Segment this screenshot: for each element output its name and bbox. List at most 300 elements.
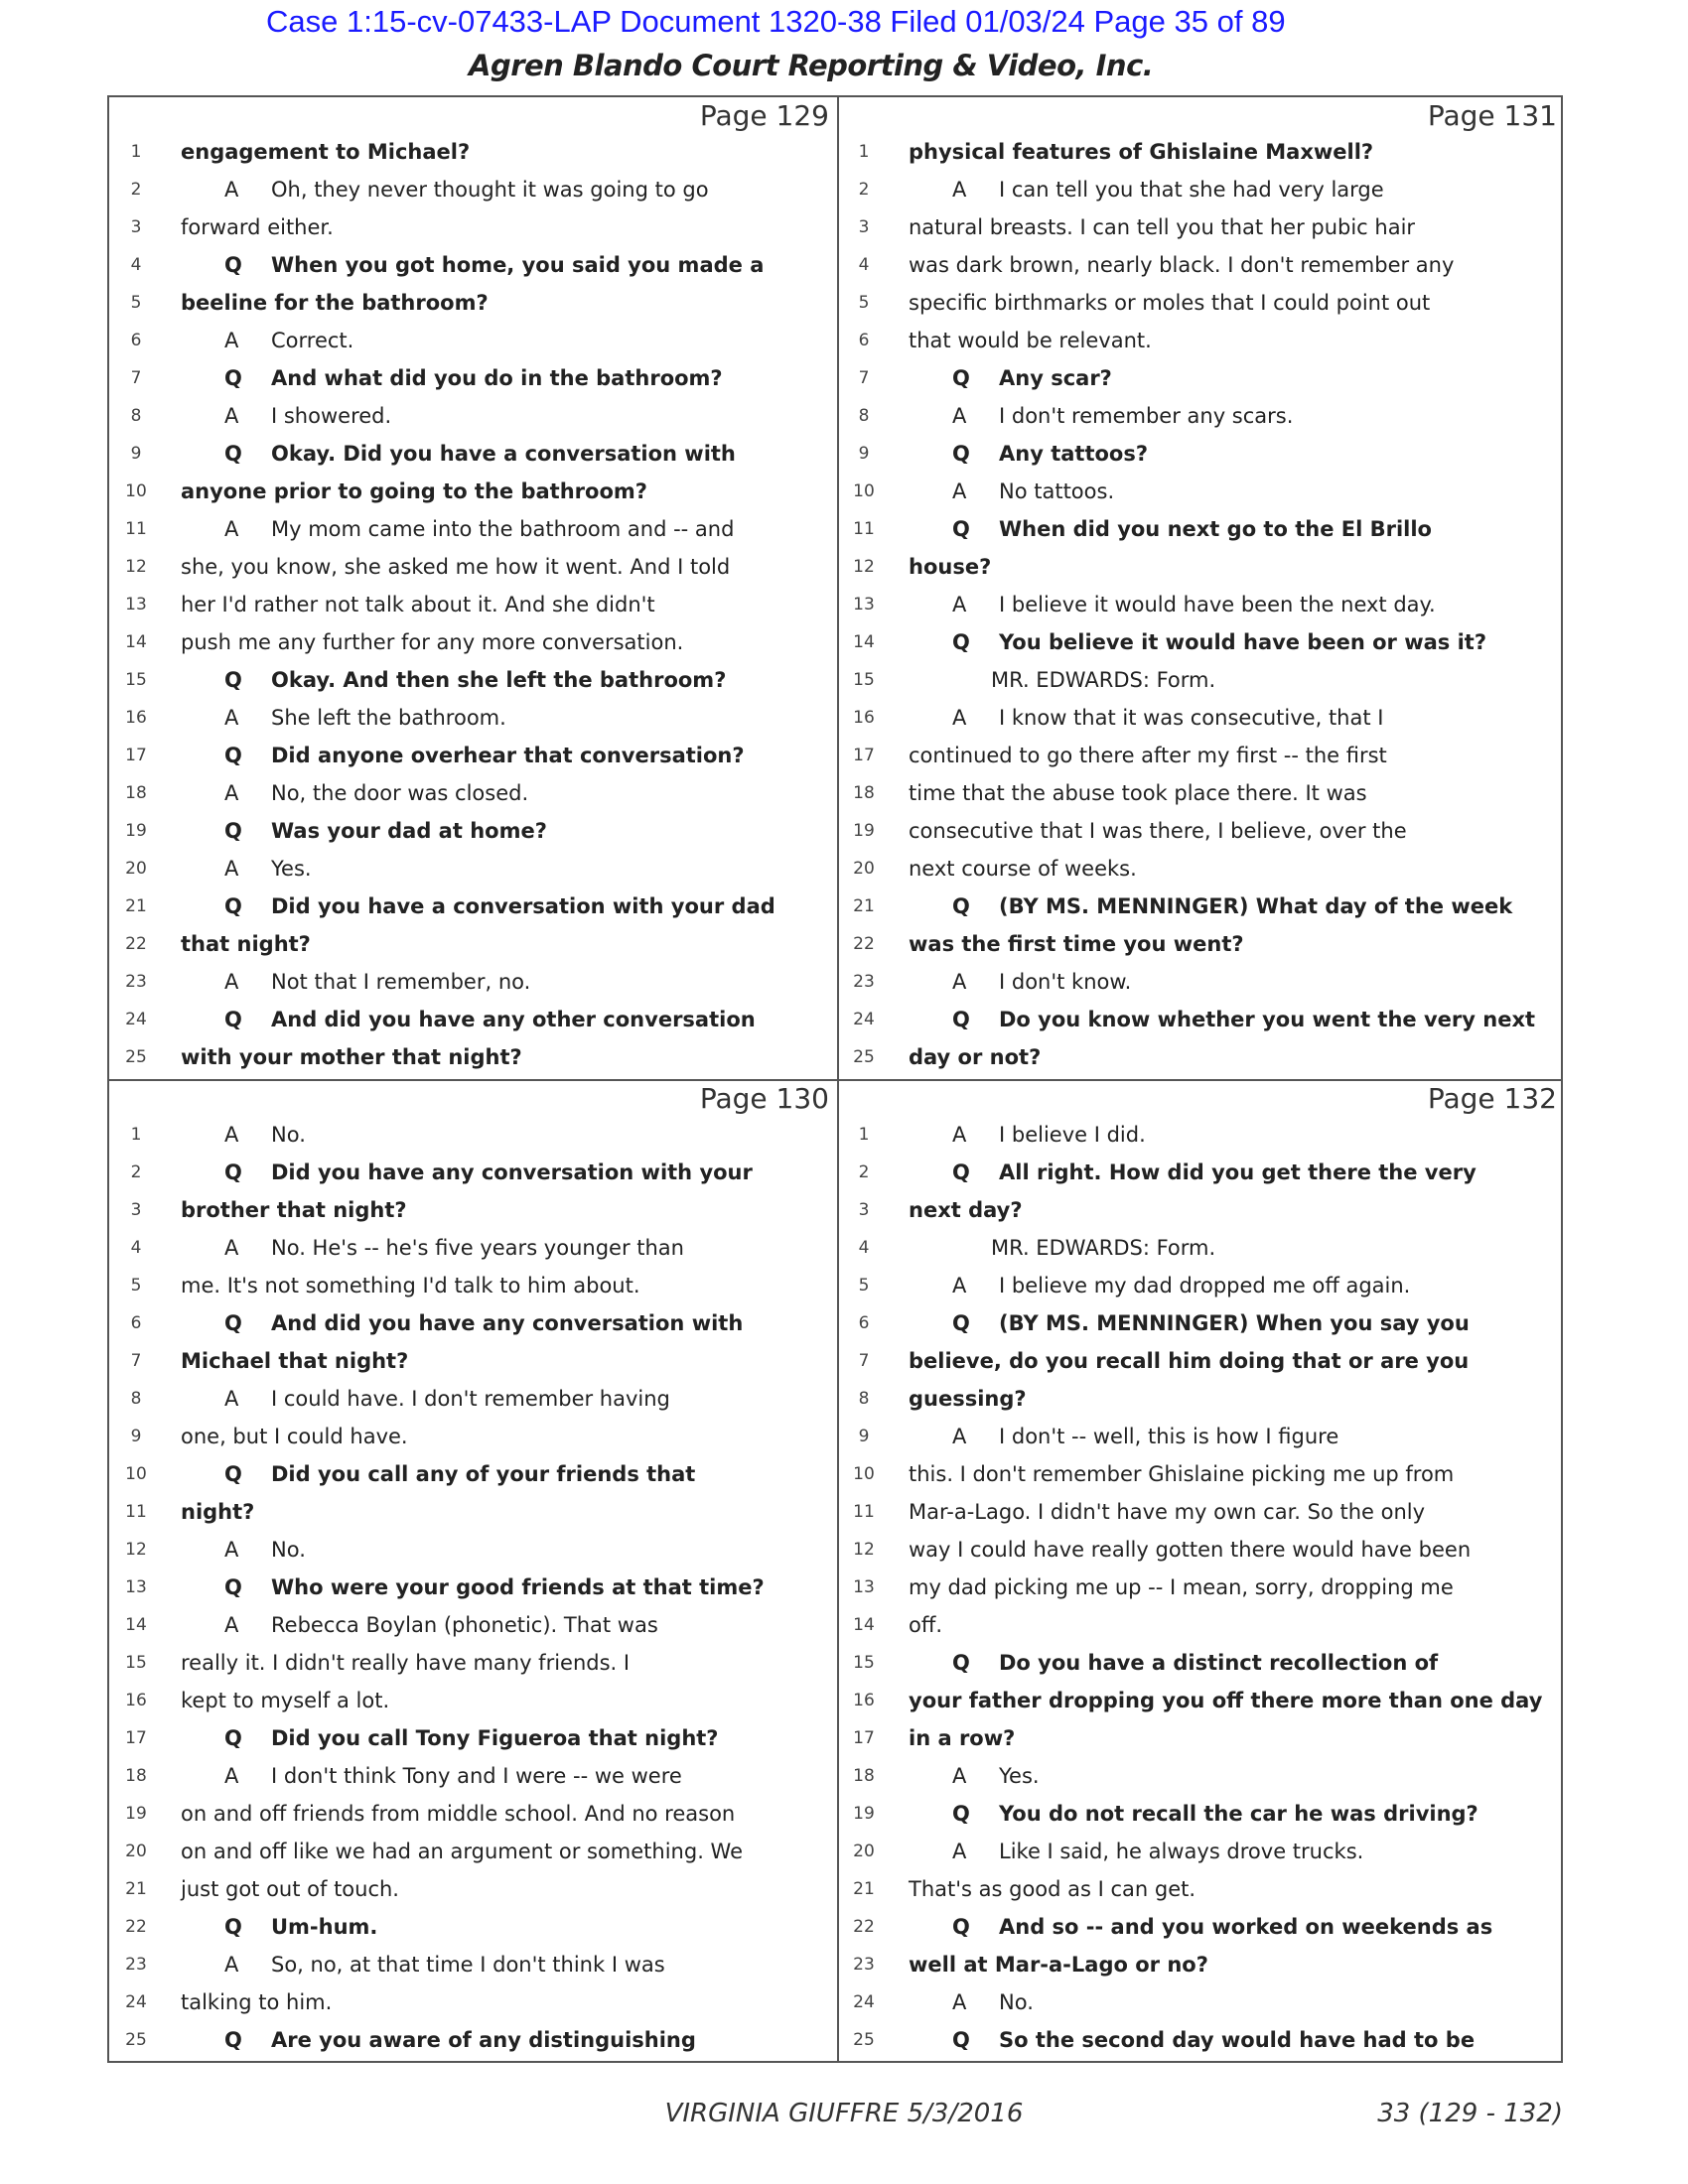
line-number: 23 bbox=[125, 972, 147, 992]
transcript-line bbox=[109, 1342, 837, 1380]
line-number: 5 bbox=[130, 293, 142, 313]
line-text: house? bbox=[909, 555, 992, 579]
transcript-line bbox=[837, 133, 1565, 171]
transcript-line bbox=[837, 1569, 1565, 1606]
transcript-line bbox=[109, 1531, 837, 1569]
line-text: just got out of touch. bbox=[181, 1877, 399, 1901]
transcript-line bbox=[837, 359, 1565, 397]
line-text: next day? bbox=[909, 1198, 1023, 1222]
case-stamp: Case 1:15-cv-07433-LAP Document 1320-38 Filed 01/03/24 Page 35 of 89 bbox=[266, 4, 1286, 39]
transcript-line bbox=[837, 1342, 1565, 1380]
transcript-line bbox=[109, 812, 837, 850]
transcript-line bbox=[109, 1418, 837, 1455]
line-number: 22 bbox=[853, 934, 875, 954]
line-text: consecutive that I was there, I believe, over the bbox=[909, 819, 1407, 843]
line-number: 4 bbox=[130, 255, 142, 275]
line-number: 23 bbox=[853, 1955, 875, 1975]
line-number: 5 bbox=[858, 293, 870, 313]
question-marker: Q bbox=[224, 744, 242, 767]
line-text: (BY MS. MENNINGER) When you say you bbox=[999, 1311, 1470, 1335]
line-number: 25 bbox=[125, 2030, 147, 2050]
transcript-page-132 bbox=[837, 1080, 1565, 2063]
line-text: Do you have a distinct recollection of bbox=[999, 1651, 1439, 1675]
transcript-lines bbox=[837, 133, 1565, 1076]
line-number: 7 bbox=[858, 368, 870, 388]
answer-marker: A bbox=[224, 1953, 239, 1977]
line-text: MR. EDWARDS: Form. bbox=[991, 1236, 1216, 1260]
line-number: 6 bbox=[130, 331, 142, 350]
transcript-line bbox=[109, 322, 837, 359]
question-marker: Q bbox=[952, 1802, 970, 1826]
line-number: 22 bbox=[125, 934, 147, 954]
line-text: And did you have any other conversation bbox=[271, 1008, 756, 1031]
line-number: 17 bbox=[125, 1728, 147, 1748]
transcript-line bbox=[837, 1267, 1565, 1304]
line-text: No. bbox=[999, 1990, 1034, 2014]
row-divider bbox=[109, 1079, 1561, 1081]
line-number: 12 bbox=[125, 557, 147, 577]
line-number: 16 bbox=[853, 708, 875, 728]
transcript-line bbox=[109, 510, 837, 548]
line-number: 1 bbox=[130, 1125, 142, 1145]
line-text: No tattoos. bbox=[999, 479, 1115, 503]
line-number: 7 bbox=[130, 1351, 142, 1371]
question-marker: Q bbox=[224, 1462, 242, 1486]
line-number: 19 bbox=[125, 1804, 147, 1824]
line-text: Who were your good friends at that time? bbox=[271, 1575, 765, 1599]
line-text: I showered. bbox=[271, 404, 392, 428]
line-text: (BY MS. MENNINGER) What day of the week bbox=[999, 894, 1513, 918]
line-number: 13 bbox=[125, 1577, 147, 1597]
line-number: 8 bbox=[858, 406, 870, 426]
line-text: So, no, at that time I don't think I was bbox=[271, 1953, 665, 1977]
line-text: natural breasts. I can tell you that her pubic hair bbox=[909, 215, 1416, 239]
answer-marker: A bbox=[224, 1387, 239, 1411]
line-text: on and off like we had an argument or something. We bbox=[181, 1840, 744, 1863]
line-text: on and off friends from middle school. And no reason bbox=[181, 1802, 736, 1826]
line-text: I don't think Tony and I were -- we were bbox=[271, 1764, 682, 1788]
transcript-line bbox=[109, 1719, 837, 1757]
transcript-lines bbox=[109, 133, 837, 1076]
answer-marker: A bbox=[224, 329, 239, 352]
line-number: 18 bbox=[125, 783, 147, 803]
transcript-line bbox=[837, 322, 1565, 359]
answer-marker: A bbox=[224, 1764, 239, 1788]
question-marker: Q bbox=[224, 1726, 242, 1750]
line-number: 6 bbox=[130, 1313, 142, 1333]
transcript-line bbox=[109, 284, 837, 322]
line-text: my dad picking me up -- I mean, sorry, dropping me bbox=[909, 1575, 1454, 1599]
question-marker: Q bbox=[224, 253, 242, 277]
transcript-line bbox=[109, 1870, 837, 1908]
line-text: Not that I remember, no. bbox=[271, 970, 531, 994]
answer-marker: A bbox=[224, 1538, 239, 1562]
answer-marker: A bbox=[952, 178, 967, 202]
line-number: 12 bbox=[853, 557, 875, 577]
transcript-line bbox=[109, 1795, 837, 1833]
transcript-line bbox=[109, 435, 837, 473]
question-marker: Q bbox=[952, 2028, 970, 2052]
line-number: 3 bbox=[130, 1200, 142, 1220]
transcript-line bbox=[837, 246, 1565, 284]
transcript-line bbox=[109, 1757, 837, 1795]
answer-marker: A bbox=[952, 1764, 967, 1788]
line-number: 17 bbox=[853, 1728, 875, 1748]
line-text: Was your dad at home? bbox=[271, 819, 547, 843]
transcript-line bbox=[837, 586, 1565, 623]
line-number: 4 bbox=[130, 1238, 142, 1258]
line-text: No. bbox=[271, 1123, 306, 1147]
transcript-line bbox=[109, 1644, 837, 1682]
line-text: time that the abuse took place there. It was bbox=[909, 781, 1367, 805]
line-number: 24 bbox=[853, 1010, 875, 1029]
line-text: Correct. bbox=[271, 329, 354, 352]
line-text: When you got home, you said you made a bbox=[271, 253, 765, 277]
transcript-line bbox=[837, 623, 1565, 661]
line-number: 22 bbox=[853, 1917, 875, 1937]
transcript-line bbox=[837, 1870, 1565, 1908]
answer-marker: A bbox=[224, 404, 239, 428]
transcript-line bbox=[109, 473, 837, 510]
line-number: 13 bbox=[853, 595, 875, 614]
line-number: 3 bbox=[858, 217, 870, 237]
transcript-line bbox=[837, 1001, 1565, 1038]
transcript-line bbox=[109, 623, 837, 661]
line-text: this. I don't remember Ghislaine picking me up from bbox=[909, 1462, 1455, 1486]
transcript-line bbox=[109, 963, 837, 1001]
line-text: That's as good as I can get. bbox=[909, 1877, 1196, 1901]
line-text: continued to go there after my first -- the first bbox=[909, 744, 1387, 767]
transcript-line bbox=[837, 1418, 1565, 1455]
line-number: 25 bbox=[125, 1047, 147, 1067]
line-number: 14 bbox=[853, 632, 875, 652]
line-number: 16 bbox=[125, 708, 147, 728]
transcript-page-129 bbox=[109, 97, 837, 1080]
line-text: So the second day would have had to be bbox=[999, 2028, 1476, 2052]
transcript-line bbox=[837, 1304, 1565, 1342]
page-number-label: Page 129 bbox=[699, 99, 829, 132]
line-text: brother that night? bbox=[181, 1198, 407, 1222]
line-number: 6 bbox=[858, 331, 870, 350]
line-number: 3 bbox=[858, 1200, 870, 1220]
transcript-line bbox=[837, 1380, 1565, 1418]
line-number: 6 bbox=[858, 1313, 870, 1333]
answer-marker: A bbox=[952, 1425, 967, 1448]
line-number: 2 bbox=[130, 180, 142, 200]
question-marker: Q bbox=[952, 366, 970, 390]
line-number: 2 bbox=[858, 1162, 870, 1182]
line-number: 8 bbox=[130, 406, 142, 426]
line-text: night? bbox=[181, 1500, 255, 1524]
line-text: Did you call Tony Figueroa that night? bbox=[271, 1726, 719, 1750]
question-marker: Q bbox=[224, 2028, 242, 2052]
line-number: 20 bbox=[125, 859, 147, 879]
line-number: 17 bbox=[125, 746, 147, 765]
line-number: 4 bbox=[858, 255, 870, 275]
transcript-line bbox=[109, 1833, 837, 1870]
line-number: 14 bbox=[853, 1615, 875, 1635]
line-text: MR. EDWARDS: Form. bbox=[991, 668, 1216, 692]
question-marker: Q bbox=[224, 819, 242, 843]
answer-marker: A bbox=[952, 1990, 967, 2014]
transcript-line bbox=[109, 359, 837, 397]
line-number: 20 bbox=[853, 1842, 875, 1861]
transcript-line bbox=[837, 1493, 1565, 1531]
transcript-line bbox=[109, 1116, 837, 1154]
transcript-line bbox=[109, 246, 837, 284]
line-text: I believe I did. bbox=[999, 1123, 1146, 1147]
transcript-frame bbox=[107, 95, 1563, 2063]
transcript-line bbox=[837, 925, 1565, 963]
line-text: was the first time you went? bbox=[909, 932, 1244, 956]
line-text: believe, do you recall him doing that or are you bbox=[909, 1349, 1470, 1373]
question-marker: Q bbox=[224, 894, 242, 918]
transcript-line bbox=[109, 1946, 837, 1983]
answer-marker: A bbox=[952, 479, 967, 503]
line-text: Like I said, he always drove trucks. bbox=[999, 1840, 1364, 1863]
line-text: I know that it was consecutive, that I bbox=[999, 706, 1384, 730]
line-text: your father dropping you off there more than one day bbox=[909, 1689, 1543, 1712]
line-text: I believe my dad dropped me off again. bbox=[999, 1274, 1411, 1297]
line-text: Any tattoos? bbox=[999, 442, 1149, 466]
line-number: 23 bbox=[853, 972, 875, 992]
question-marker: Q bbox=[224, 442, 242, 466]
line-number: 21 bbox=[853, 896, 875, 916]
transcript-line bbox=[109, 1606, 837, 1644]
answer-marker: A bbox=[224, 517, 239, 541]
line-text: Did you call any of your friends that bbox=[271, 1462, 696, 1486]
transcript-line bbox=[109, 1154, 837, 1191]
transcript-line bbox=[109, 1983, 837, 2021]
line-number: 11 bbox=[125, 519, 147, 539]
line-number: 4 bbox=[858, 1238, 870, 1258]
transcript-line bbox=[837, 1682, 1565, 1719]
transcript-line bbox=[109, 208, 837, 246]
line-text: No. He's -- he's five years younger than bbox=[271, 1236, 684, 1260]
transcript-line bbox=[109, 548, 837, 586]
transcript-line bbox=[109, 171, 837, 208]
answer-marker: A bbox=[224, 1236, 239, 1260]
line-text: Yes. bbox=[999, 1764, 1040, 1788]
question-marker: Q bbox=[952, 1008, 970, 1031]
transcript-line bbox=[837, 1606, 1565, 1644]
line-number: 25 bbox=[853, 2030, 875, 2050]
line-number: 13 bbox=[125, 595, 147, 614]
answer-marker: A bbox=[952, 706, 967, 730]
line-text: specific birthmarks or moles that I could point out bbox=[909, 291, 1431, 315]
line-text: I can tell you that she had very large bbox=[999, 178, 1384, 202]
answer-marker: A bbox=[952, 404, 967, 428]
question-marker: Q bbox=[952, 630, 970, 654]
transcript-line bbox=[109, 1001, 837, 1038]
transcript-lines bbox=[109, 1116, 837, 2059]
line-number: 23 bbox=[125, 1955, 147, 1975]
line-number: 24 bbox=[125, 1992, 147, 2012]
line-number: 10 bbox=[853, 481, 875, 501]
line-text: she, you know, she asked me how it went. And I told bbox=[181, 555, 731, 579]
question-marker: Q bbox=[224, 1008, 242, 1031]
answer-marker: A bbox=[952, 970, 967, 994]
answer-marker: A bbox=[224, 857, 239, 881]
line-text: And what did you do in the bathroom? bbox=[271, 366, 723, 390]
transcript-line bbox=[837, 1455, 1565, 1493]
line-text: anyone prior to going to the bathroom? bbox=[181, 479, 647, 503]
line-text: that would be relevant. bbox=[909, 329, 1152, 352]
transcript-line bbox=[837, 1191, 1565, 1229]
transcript-line bbox=[109, 925, 837, 963]
line-text: Um-hum. bbox=[271, 1915, 378, 1939]
line-number: 14 bbox=[125, 1615, 147, 1635]
answer-marker: A bbox=[224, 706, 239, 730]
line-text: No. bbox=[271, 1538, 306, 1562]
line-text: And did you have any conversation with bbox=[271, 1311, 744, 1335]
line-text: Okay. Did you have a conversation with bbox=[271, 442, 736, 466]
footer-witness: VIRGINIA GIUFFRE 5/3/2016 bbox=[664, 2099, 1024, 2128]
transcript-line bbox=[109, 1380, 837, 1418]
line-text: When did you next go to the El Brillo bbox=[999, 517, 1432, 541]
line-text: next course of weeks. bbox=[909, 857, 1137, 881]
transcript-page-130 bbox=[109, 1080, 837, 2063]
line-number: 1 bbox=[858, 142, 870, 162]
answer-marker: A bbox=[952, 1840, 967, 1863]
line-number: 22 bbox=[125, 1917, 147, 1937]
answer-marker: A bbox=[224, 1613, 239, 1637]
page-number-label: Page 131 bbox=[1427, 99, 1557, 132]
transcript-line bbox=[109, 887, 837, 925]
answer-marker: A bbox=[952, 593, 967, 616]
transcript-line bbox=[837, 1757, 1565, 1795]
line-text: in a row? bbox=[909, 1726, 1016, 1750]
question-marker: Q bbox=[952, 1915, 970, 1939]
transcript-line bbox=[837, 661, 1565, 699]
reporter-name: Agren Blando Court Reporting & Video, Inc. bbox=[469, 49, 1154, 82]
question-marker: Q bbox=[952, 894, 970, 918]
line-number: 18 bbox=[125, 1766, 147, 1786]
footer-page-range: 33 (129 - 132) bbox=[1377, 2099, 1563, 2128]
line-text: My mom came into the bathroom and -- and bbox=[271, 517, 735, 541]
line-number: 13 bbox=[853, 1577, 875, 1597]
line-text: beeline for the bathroom? bbox=[181, 291, 489, 315]
line-text: Any scar? bbox=[999, 366, 1112, 390]
line-number: 11 bbox=[125, 1502, 147, 1522]
question-marker: Q bbox=[952, 1311, 970, 1335]
transcript-line bbox=[837, 435, 1565, 473]
transcript-line bbox=[109, 1229, 837, 1267]
line-number: 19 bbox=[125, 821, 147, 841]
line-number: 9 bbox=[130, 1427, 142, 1446]
transcript-line bbox=[837, 397, 1565, 435]
line-number: 10 bbox=[125, 1464, 147, 1484]
transcript-line bbox=[109, 1493, 837, 1531]
transcript-line bbox=[109, 774, 837, 812]
line-number: 18 bbox=[853, 783, 875, 803]
line-text: Okay. And then she left the bathroom? bbox=[271, 668, 727, 692]
line-text: You do not recall the car he was driving? bbox=[999, 1802, 1478, 1826]
line-text: one, but I could have. bbox=[181, 1425, 408, 1448]
line-text: She left the bathroom. bbox=[271, 706, 506, 730]
question-marker: Q bbox=[952, 517, 970, 541]
line-number: 10 bbox=[853, 1464, 875, 1484]
transcript-line bbox=[837, 1719, 1565, 1757]
line-number: 9 bbox=[858, 444, 870, 464]
line-number: 20 bbox=[853, 859, 875, 879]
page-number-label: Page 130 bbox=[699, 1082, 829, 1115]
line-text: Did anyone overhear that conversation? bbox=[271, 744, 745, 767]
transcript-line bbox=[837, 1038, 1565, 1076]
transcript-line bbox=[837, 510, 1565, 548]
line-text: physical features of Ghislaine Maxwell? bbox=[909, 140, 1374, 164]
line-text: Are you aware of any distinguishing bbox=[271, 2028, 696, 2052]
transcript-line bbox=[837, 2021, 1565, 2059]
question-marker: Q bbox=[224, 1160, 242, 1184]
transcript-line bbox=[837, 284, 1565, 322]
transcript-line bbox=[837, 737, 1565, 774]
answer-marker: A bbox=[952, 1123, 967, 1147]
transcript-line bbox=[109, 133, 837, 171]
line-text: And so -- and you worked on weekends as bbox=[999, 1915, 1493, 1939]
answer-marker: A bbox=[224, 1123, 239, 1147]
line-text: I don't -- well, this is how I figure bbox=[999, 1425, 1339, 1448]
answer-marker: A bbox=[224, 178, 239, 202]
line-number: 1 bbox=[130, 142, 142, 162]
transcript-line bbox=[837, 774, 1565, 812]
line-text: Mar-a-Lago. I didn't have my own car. So the only bbox=[909, 1500, 1426, 1524]
transcript-line bbox=[109, 1569, 837, 1606]
line-number: 14 bbox=[125, 632, 147, 652]
line-text: her I'd rather not talk about it. And she didn't bbox=[181, 593, 655, 616]
line-text: I don't know. bbox=[999, 970, 1132, 994]
line-number: 15 bbox=[125, 670, 147, 690]
answer-marker: A bbox=[952, 1274, 967, 1297]
transcript-line bbox=[837, 1795, 1565, 1833]
question-marker: Q bbox=[952, 1651, 970, 1675]
line-number: 19 bbox=[853, 1804, 875, 1824]
line-number: 10 bbox=[125, 481, 147, 501]
line-text: off. bbox=[909, 1613, 942, 1637]
transcript-line bbox=[109, 2021, 837, 2059]
transcript-line bbox=[837, 850, 1565, 887]
line-text: Oh, they never thought it was going to go bbox=[271, 178, 709, 202]
transcript-line bbox=[109, 699, 837, 737]
line-text: I could have. I don't remember having bbox=[271, 1387, 670, 1411]
transcript-line bbox=[109, 737, 837, 774]
line-text: forward either. bbox=[181, 215, 334, 239]
line-text: that night? bbox=[181, 932, 311, 956]
transcript-line bbox=[837, 548, 1565, 586]
line-number: 2 bbox=[858, 180, 870, 200]
transcript-line bbox=[837, 887, 1565, 925]
line-text: talking to him. bbox=[181, 1990, 333, 2014]
line-text: Yes. bbox=[271, 857, 312, 881]
line-number: 21 bbox=[853, 1879, 875, 1899]
transcript-line bbox=[109, 1038, 837, 1076]
line-text: I believe it would have been the next day. bbox=[999, 593, 1436, 616]
line-number: 15 bbox=[853, 1653, 875, 1673]
line-number: 18 bbox=[853, 1766, 875, 1786]
transcript-line bbox=[109, 1682, 837, 1719]
line-text: really it. I didn't really have many friends. I bbox=[181, 1651, 631, 1675]
transcript-line bbox=[837, 699, 1565, 737]
question-marker: Q bbox=[224, 1575, 242, 1599]
line-text: guessing? bbox=[909, 1387, 1027, 1411]
transcript-line bbox=[837, 171, 1565, 208]
question-marker: Q bbox=[224, 366, 242, 390]
transcript-line bbox=[837, 1946, 1565, 1983]
line-text: way I could have really gotten there would have been bbox=[909, 1538, 1472, 1562]
line-number: 8 bbox=[858, 1389, 870, 1409]
court-header bbox=[0, 0, 1688, 91]
answer-marker: A bbox=[224, 970, 239, 994]
